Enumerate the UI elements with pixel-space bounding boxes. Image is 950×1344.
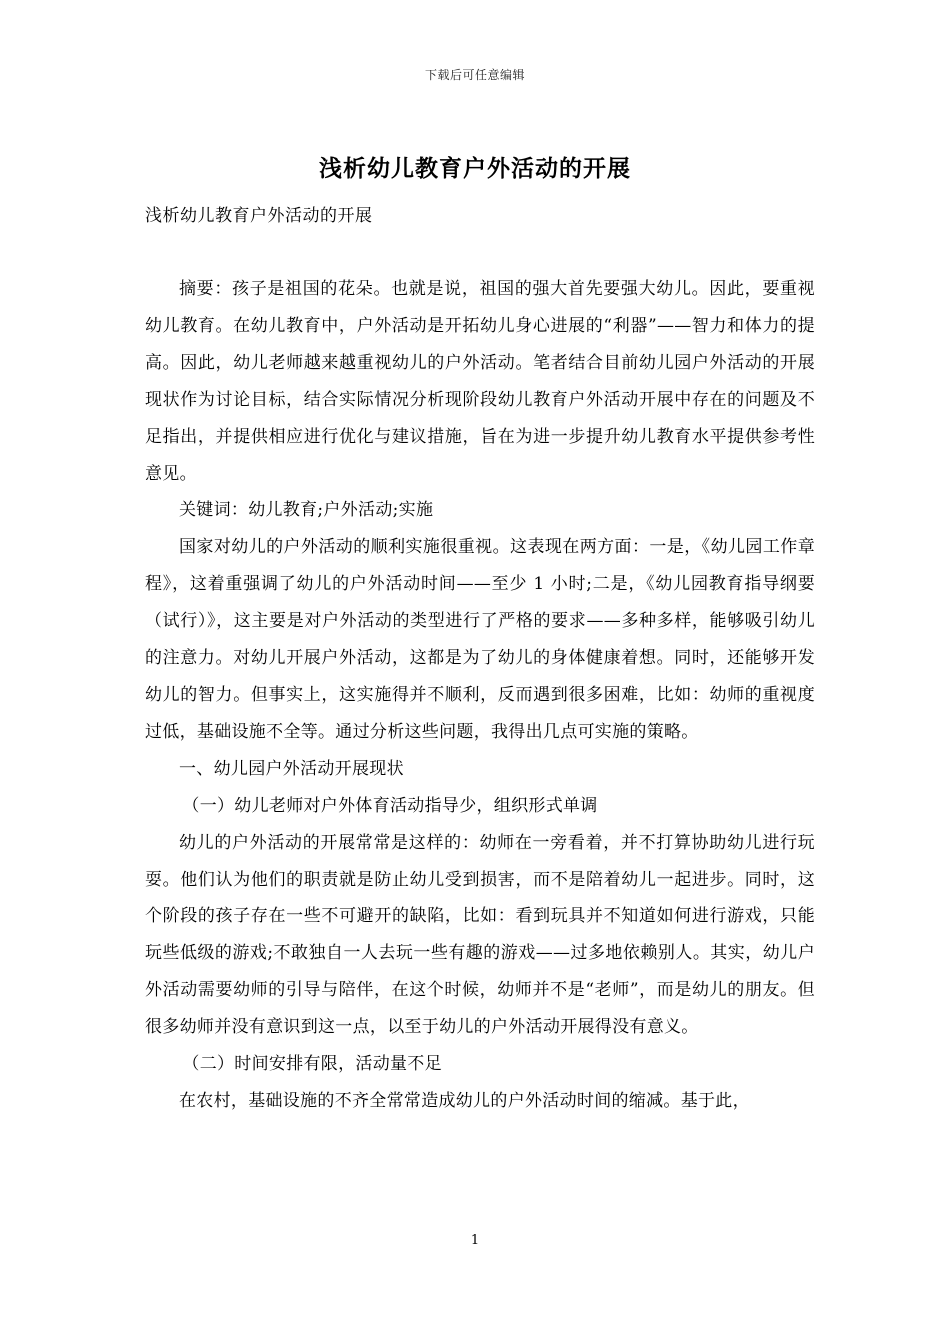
- document-title: 浅析幼儿教育户外活动的开展: [319, 155, 631, 182]
- body-paragraph: 幼儿的户外活动的开展常常是这样的：幼师在一旁看着，并不打算协助幼儿进行玩耍。他们认为他们的职责就是防止幼儿受到损害，而不是陪着幼儿一起进步。同时，这个阶段的孩子存在一些不可避开的缺陷，比如：看到玩具并不知道如何进行游戏，只能玩些低级的游戏;不敢独自一人去玩一些有趣的游戏——过多地依赖别人。其实，幼儿户外活动需要幼师的引导与陪伴，在这个时候，幼师并不是“老师”，而是幼儿的朋友。但很多幼师并没有意识到这一点，以至于幼儿的户外活动开展得没有意义。: [145, 832, 815, 1038]
- page-number: 1: [470, 1233, 480, 1248]
- section-heading-1: 一、幼儿园户外活动开展现状: [179, 758, 404, 779]
- keywords-paragraph: 关键词：幼儿教育;户外活动;实施: [179, 500, 434, 521]
- intro-paragraph: 国家对幼儿的户外活动的顺利实施很重视。这表现在两方面：一是，《幼儿园工作章程》，这着重强调了幼儿的户外活动时间——至少 1 小时;二是，《幼儿园教育指导纲要（试行）》，这主要是对户外活动的类型进行了严格的要求——多种多样，能够吸引幼儿的注意力。对幼儿开展户外活动，这都是为了幼儿的身体健康着想。同时，还能够开发幼儿的智力。但事实上，这实施得并不顺利，反而遇到很多困难，比如：幼师的重视度过低，基础设施不全等。通过分析这些问题，我得出几点可实施的策略。: [145, 537, 815, 742]
- abstract-paragraph: 摘要：孩子是祖国的花朵。也就是说，祖国的强大首先要强大幼儿。因此，要重视幼儿教育。在幼儿教育中，户外活动是开拓幼儿身心进展的“利器”——智力和体力的提高。因此，幼儿老师越来越重视幼儿的户外活动。笔者结合目前幼儿园户外活动的开展现状作为讨论目标，结合实际情况分析现阶段幼儿教育户外活动开展中存在的问题及不足指出，并提供相应进行优化与建议措施，旨在为进一步提升幼儿教育水平提供参考性意见。: [145, 279, 815, 484]
- document-body: [145, 271, 815, 1120]
- header-note: 下载后可任意编辑: [424, 68, 525, 82]
- body-paragraph: 在农村，基础设施的不齐全常常造成幼儿的户外活动时间的缩减。基于此，: [179, 1090, 750, 1111]
- subsection-heading-1: （一）幼儿老师对户外体育活动指导少，组织形式单调: [182, 795, 598, 816]
- subsection-heading-2: （二）时间安排有限，活动量不足: [182, 1054, 442, 1075]
- document-subtitle: 浅析幼儿教育户外活动的开展: [145, 206, 373, 226]
